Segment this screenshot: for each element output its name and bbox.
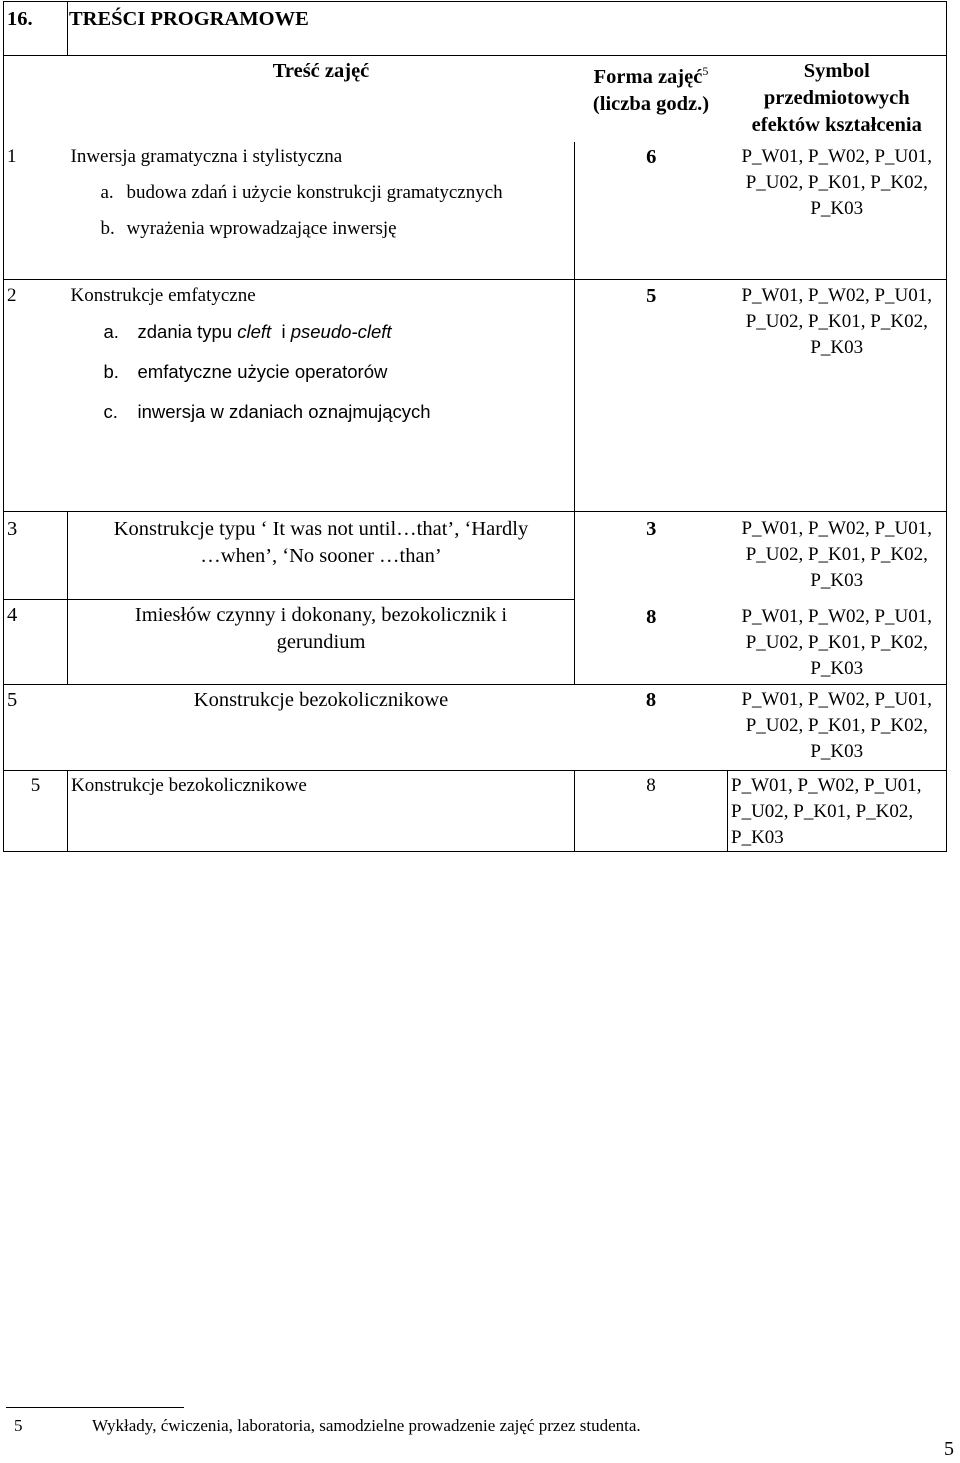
row-symbols: P_W01, P_W02, P_U01, P_U02, P_K01, P_K02, P_K03 [728, 142, 947, 280]
row-title: Konstrukcje emfatyczne [70, 285, 256, 306]
footnote-text: Wykłady, ćwiczenia, laboratoria, samodzielne prowadzenie zajęć przez studenta. [92, 1416, 641, 1435]
row-number: 3 [4, 512, 68, 600]
row-content: Konstrukcje typu ‘ It was not until…that’, ‘Hardly …when’, ‘No sooner …than’ [68, 512, 575, 600]
sub-item-list [71, 180, 575, 242]
row-content: Konstrukcje bezokolicznikowe [68, 771, 575, 852]
row-symbols: P_W01, P_W02, P_U01, P_U02, P_K01, P_K02, P_K03 [728, 600, 947, 685]
header-content: Treść zajęć [68, 56, 575, 142]
row-symbols: P_W01, P_W02, P_U01, P_U02, P_K01, P_K02, P_K03 [728, 771, 947, 852]
table-row [4, 685, 947, 771]
table-row [4, 512, 947, 600]
row-hours: 8 [575, 771, 728, 852]
sub-item-list [71, 319, 575, 425]
table-row [4, 142, 947, 280]
list-item: b. wyrażenia wprowadzające inwersję [100, 217, 397, 239]
program-content-table [3, 1, 947, 852]
row-number: 4 [4, 600, 68, 685]
row-hours: 6 [575, 142, 728, 280]
table-row [4, 280, 947, 512]
row-symbols: P_W01, P_W02, P_U01, P_U02, P_K01, P_K02, P_K03 [728, 512, 947, 600]
row-hours: 8 [575, 685, 728, 771]
footnote-number: 5 [14, 1416, 23, 1435]
row-hours: 3 [575, 512, 728, 600]
list-item: b. emfatyczne użycie operatorów [103, 361, 388, 382]
row-content [68, 280, 575, 512]
list-item: a. zdania typu cleft i pseudo-cleft [103, 321, 392, 342]
section-number: 16. [4, 2, 68, 56]
list-item: a. budowa zdań i użycie konstrukcji gramatycznych [100, 181, 503, 203]
page-number: 5 [944, 1438, 954, 1460]
row-content: Imiesłów czynny i dokonany, bezokolicznik i gerundium [68, 600, 575, 685]
header-form: Forma zajęć$^5$ (liczba godz.) [575, 56, 728, 142]
row-hours: 5 [575, 280, 728, 512]
row-number: 2 [4, 280, 68, 512]
row-number: 5 [4, 685, 68, 771]
list-item: c. inwersja w zdaniach oznajmujących [103, 401, 431, 422]
table-row [4, 600, 947, 685]
row-content: Konstrukcje bezokolicznikowe [68, 685, 575, 771]
row-symbols: P_W01, P_W02, P_U01, P_U02, P_K01, P_K02, P_K03 [728, 685, 947, 771]
row-content [68, 142, 575, 280]
row-title: Inwersja gramatyczna i stylistyczna [70, 145, 343, 167]
row-symbols: P_W01, P_W02, P_U01, P_U02, P_K01, P_K02, P_K03 [728, 280, 947, 512]
row-number: 5 [4, 771, 68, 852]
table-row [4, 771, 947, 852]
row-number: 1 [4, 142, 68, 280]
footnote-separator [6, 1407, 184, 1408]
column-header-row [4, 56, 947, 142]
footnote [14, 1416, 641, 1436]
row-hours: 8 [575, 600, 728, 685]
header-symbol: Symbol przedmiotowych efektów kształcenia [728, 56, 947, 142]
section-title: TREŚCI PROGRAMOWE [68, 2, 947, 56]
section-header-row [4, 2, 947, 56]
